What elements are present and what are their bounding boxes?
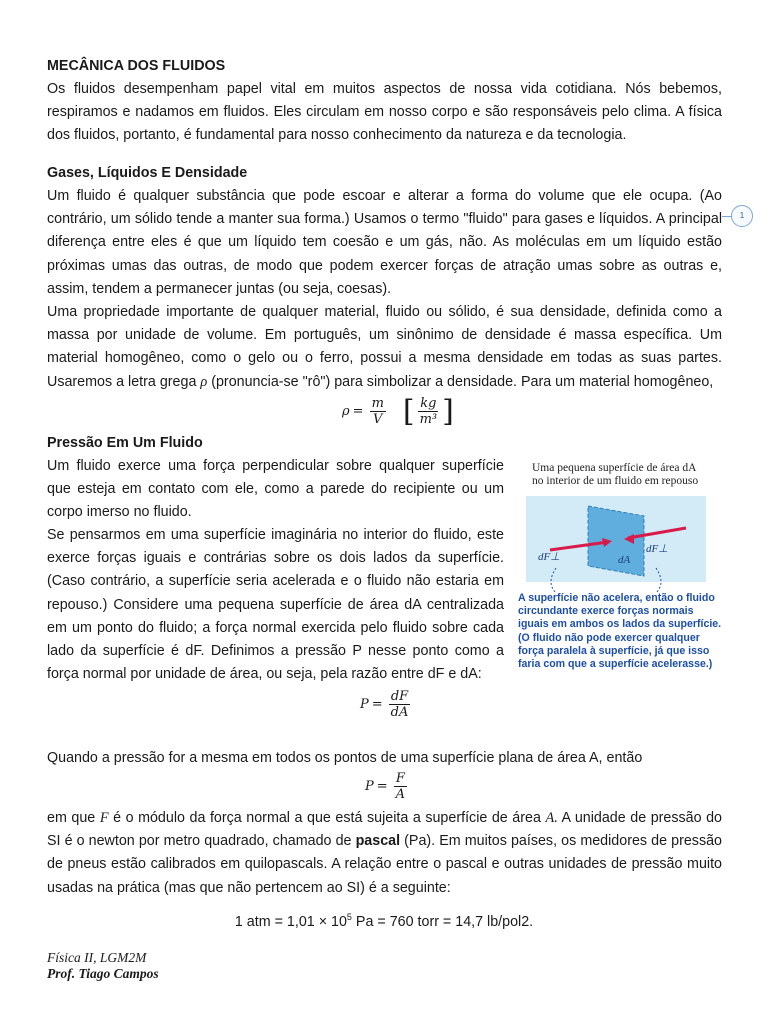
section-heading-pressure: Pressão Em Um Fluido [47, 435, 203, 451]
unit-numerator: kg [420, 396, 437, 411]
atm-text-a: 1 atm = 1,01 × 10 [234, 914, 347, 930]
atm-exponent: 5 [346, 912, 352, 923]
pascal-text-d: (Pa). Em muitos países, os medidores de pressão de pneus estão calibrados em quilopascals. A relação entre o pascal e outras unidades de pressão muito usadas na prática (mas que não pertencem ao SI) é a seguinte: [47, 833, 722, 896]
equals-sign: = [352, 404, 364, 419]
surface-element [588, 506, 644, 576]
intro-paragraph: Os fluidos desempenham papel vital em muitos aspectos de nossa vida cotidiana. Nós bebemos, respiramos e nadamos em fluidos. Eles circulam em nosso corpo e são responsáveis pelo clima. A física dos fluidos, portanto, é fundamental para nosso conhecimento da natureza e da tecnologia. [47, 81, 722, 144]
unit-denominator: m³ [419, 412, 438, 427]
label-dF-left: dF⊥ [538, 551, 560, 563]
pressure-eq1-numerator: dF [390, 689, 409, 704]
density-denominator: V [373, 412, 383, 427]
uniform-pressure-paragraph: Quando a pressão for a mesma em todos os pontos de uma superfície plana de área A, então [47, 750, 643, 766]
pascal-text-c: A unidade de pressão do SI é o newton por metro quadrado, chamado de [47, 810, 722, 850]
pressure-eq1-lhs: P [360, 697, 369, 712]
density-paragraph [47, 301, 722, 394]
var-A: A. [545, 810, 558, 826]
fluid-surface-figure [516, 458, 726, 678]
footer-course: Física II, LGM2M [47, 950, 147, 965]
label-dA: dA [618, 554, 631, 566]
equals-sign: = [376, 779, 388, 794]
fluid-definition-paragraph: Um fluido é qualquer substância que pode escoar e alterar a forma do volume que ele ocupa. (Ao contrário, um sólido tende a manter sua forma.) Usamos o termo "fluido" para gases e líquidos. A principal diferença entre eles é que um líquido tem coesão e um gás, não. As moléculas em um líquido estão próximas umas das outras, de modo que podem exercer forças de atração umas sobre as outras e, assim, tendem a permanecer juntas (ou seja, coesas). [47, 188, 722, 297]
density-text-b: (pronuncia-se "rô") para simbolizar a densidade. Para um material homogêneo, [207, 373, 714, 390]
density-fraction [370, 396, 386, 427]
unit-fraction [418, 396, 440, 427]
figure-caption-top-line1: Uma pequena superfície de área dA [532, 462, 697, 474]
footer-professor: Prof. Tiago Campos [47, 966, 159, 981]
pressure-eq2-fraction [394, 771, 407, 802]
atm-text-b: Pa = 760 torr = 14,7 lb/pol2. [351, 914, 534, 930]
figure-caption-bottom: A superfície não acelera, então o fluido circundante exerce forças normais iguais em ambos os lados da superfície. (O fluido não pode exercer qualquer força paralela à superfície, já que isso faria com que a superfície acelerasse.) [518, 592, 722, 671]
comment-marker[interactable]: 1 [731, 205, 753, 227]
figure-caption-top-line2: no interior de um fluido em repouso [532, 475, 699, 487]
section-heading-gases: Gases, Líquidos E Densidade [47, 165, 248, 181]
density-equation [342, 393, 454, 429]
left-bracket: [ [402, 393, 415, 429]
var-F: F [99, 810, 109, 826]
pascal-paragraph [47, 807, 722, 900]
label-dF-right: dF⊥ [646, 543, 668, 555]
density-numerator: m [371, 396, 384, 411]
figure-illustration [516, 458, 726, 593]
unit-conversion-line [0, 914, 768, 930]
density-text-a: Uma propriedade importante de qualquer material, fluido ou sólido, é sua densidade, definida como a massa por unidade de volume. Em português, um sinônimo de densidade é massa específica. Um material homogêneo, como o gelo ou o ferro, possui a mesma densidade em todas as suas partes. Usaremos a letra grega [47, 304, 722, 390]
pressure-intro-paragraph: Um fluido exerce uma força perpendicular sobre qualquer superfície que esteja em contato com ele, como a parede do recipiente ou um corpo imerso no fluido. [47, 458, 504, 521]
pascal-text-a: em que [47, 810, 100, 826]
pressure-eq1-denominator: dA [390, 705, 409, 720]
rho-symbol: ρ [200, 373, 208, 390]
page-title: MECÂNICA DOS FLUIDOS [47, 58, 226, 74]
pressure-eq2-numerator: F [395, 771, 405, 786]
pressure-differential-equation [360, 689, 413, 720]
pressure-eq2-lhs: P [365, 779, 374, 794]
pressure-equation [365, 771, 410, 802]
right-bracket: ] [442, 393, 454, 429]
pressure-eq1-fraction [389, 689, 411, 720]
pressure-definition-paragraph: Se pensarmos em uma superfície imaginária no interior do fluido, este exerce forças iguais e contrárias sobre os dois lados da superfície. (Caso contrário, a superfície seria acelerada e o fluido não estaria em repouso.) Considere uma pequena superfície de área dA centralizada em um ponto do fluido; a força normal exercida pelo fluido sobre cada lado da superfície é dF. Definimos a pressão P nesse ponto como a força normal por unidade de área, ou seja, pela razão entre dF e dA: [47, 527, 504, 683]
density-eq-lhs: ρ [342, 404, 350, 419]
pascal-text-b: é o módulo da força normal a que está sujeita a superfície de área [108, 810, 546, 826]
pressure-eq2-denominator: A [395, 787, 406, 802]
equals-sign: = [371, 697, 383, 712]
pascal-term: pascal [355, 833, 401, 850]
